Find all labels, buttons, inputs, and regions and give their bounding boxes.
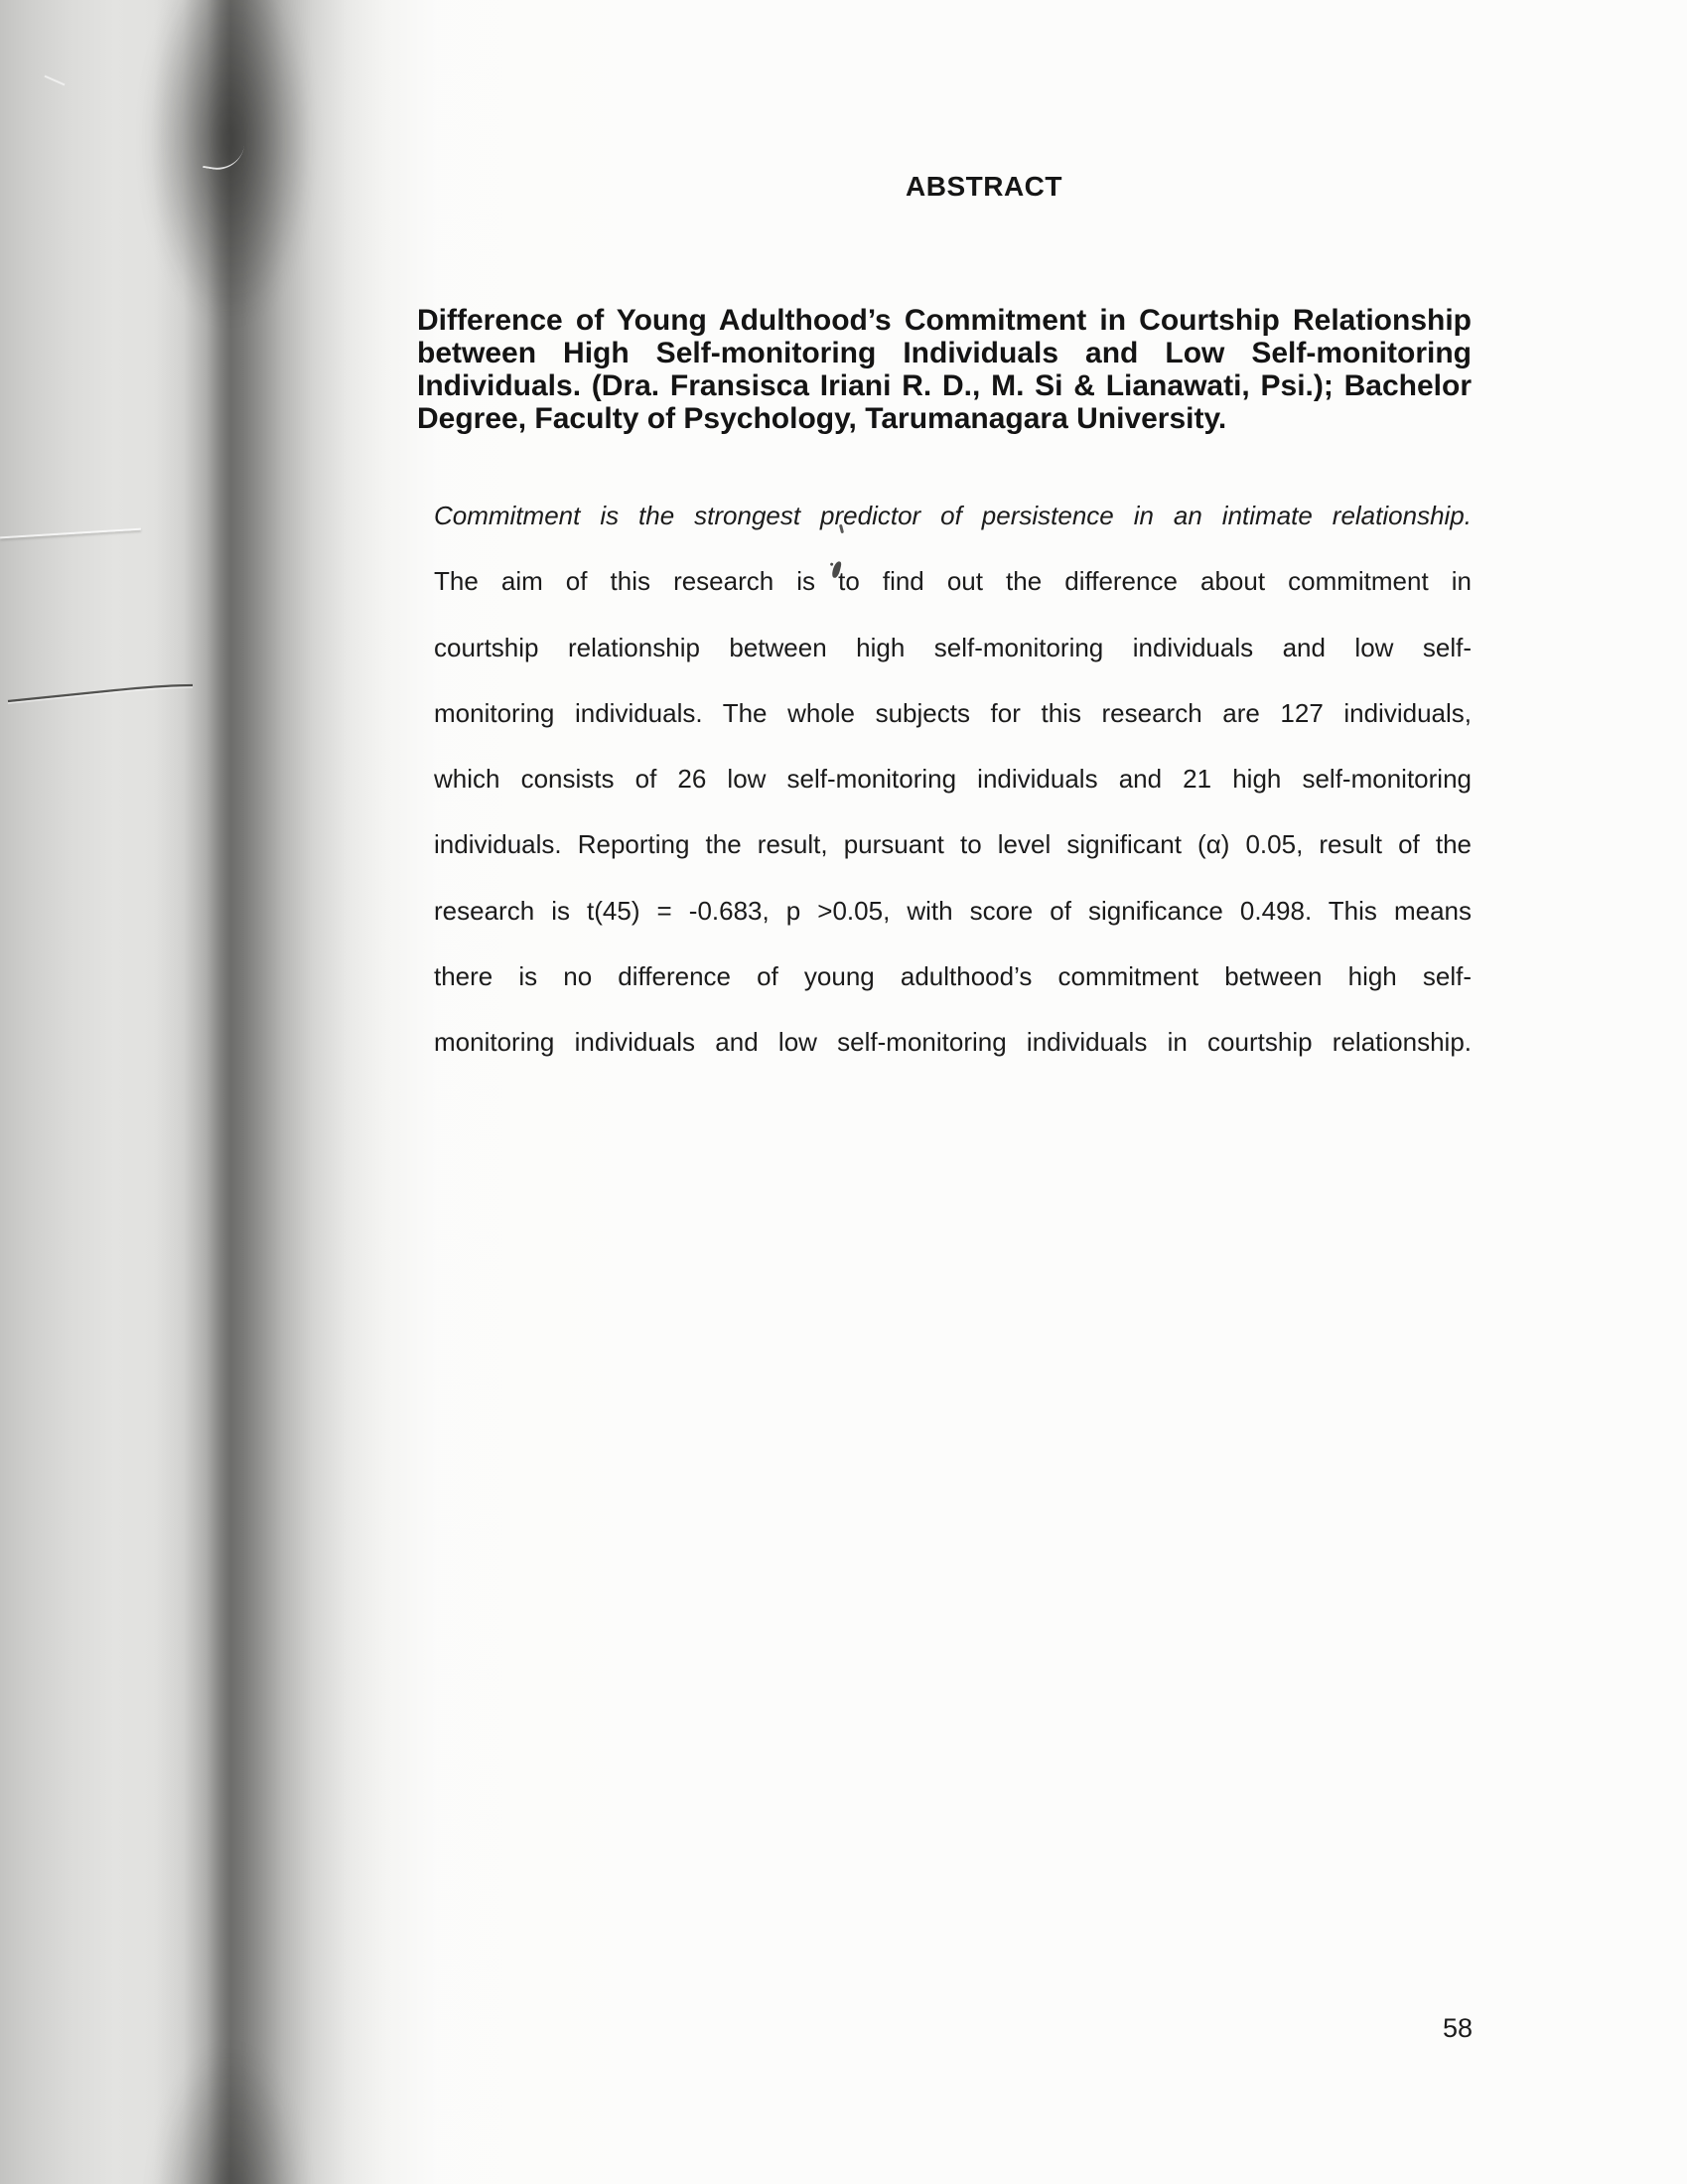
page-number: 58 — [1442, 2013, 1473, 2043]
abstract-body-line: Commitment is the strongest predictor of persistence in an intimate relationship. — [434, 501, 1472, 530]
thesis-title-line: Individuals. (Dra. Fransisca Iriani R. D., M. Si & Lianawati, Psi.); Bachelor — [417, 369, 1472, 402]
scan-binding-shadow-bottom — [127, 1962, 331, 2184]
thesis-title-line: between High Self-monitoring Individuals and Low Self-monitoring — [417, 337, 1472, 369]
abstract-body-line: monitoring individuals and low self-monitoring individuals in courtship relationship. — [434, 1027, 1472, 1058]
abstract-body-line: courtship relationship between high self-monitoring individuals and low self- — [434, 632, 1472, 662]
abstract-body-line: The aim of this research is to find out the difference about commitment in — [434, 566, 1472, 597]
scratch-artifact — [6, 681, 195, 707]
abstract-body-line: individuals. Reporting the result, pursuant to level significant (α) 0.05, result of the — [434, 829, 1472, 860]
scan-binding-shadow-top — [117, 0, 341, 407]
abstract-body-line: which consists of 26 low self-monitoring individuals and 21 high self-monitoring — [434, 764, 1472, 795]
scratch-curve — [6, 681, 195, 707]
page-title: ABSTRACT — [906, 171, 1062, 202]
thesis-title-paragraph — [417, 304, 1472, 435]
thesis-title-line: Difference of Young Adulthood’s Commitment in Courtship Relationship — [417, 304, 1472, 337]
abstract-body-line: monitoring individuals. The whole subjects for this research are 127 individuals, — [434, 697, 1472, 728]
abstract-body-line: research is t(45) = -0.683, p >0.05, with score of significance 0.498. This means — [434, 895, 1472, 926]
thesis-title-line: Degree, Faculty of Psychology, Tarumanagara University. — [417, 402, 1227, 435]
abstract-body-paragraph — [434, 483, 1472, 1076]
abstract-body-line: there is no difference of young adulthood’s commitment between high self- — [434, 961, 1472, 992]
